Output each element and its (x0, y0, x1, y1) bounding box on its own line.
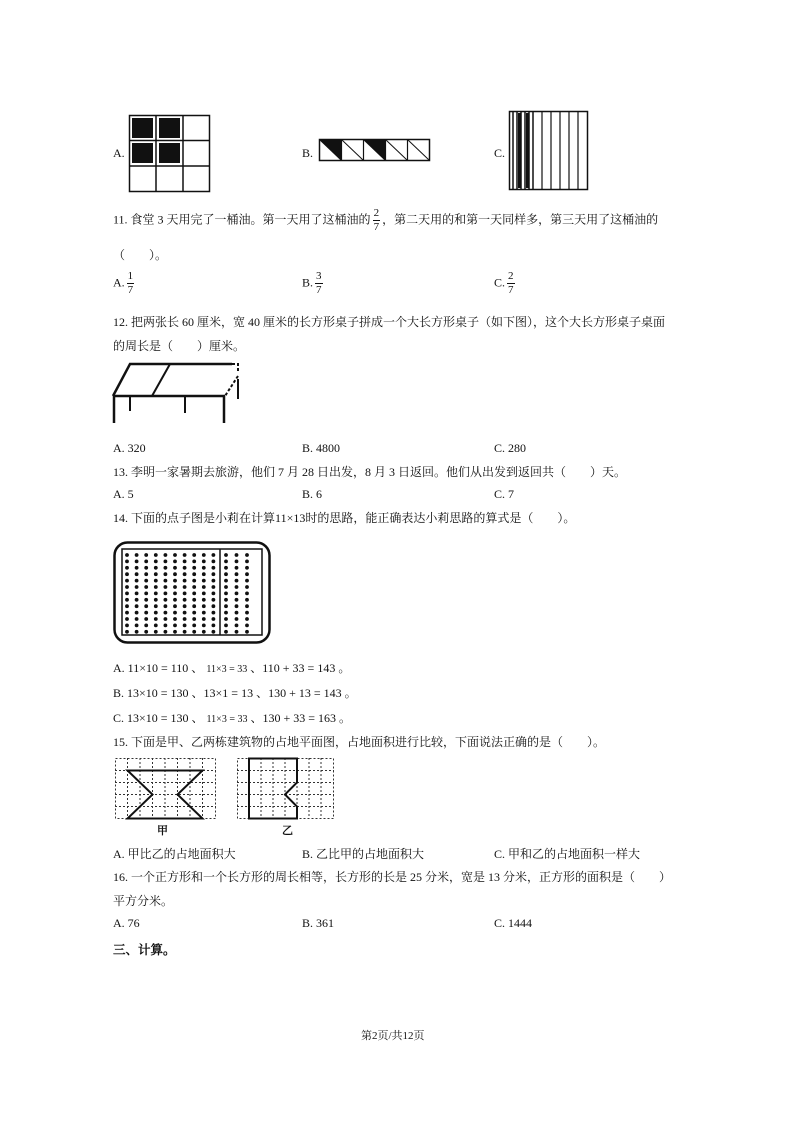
q13-stem: 13. 李明一家暑期去旅游，他们 7 月 28 日出发，8 月 3 日返回。他们从出发到返回共（ ）天。 (113, 465, 627, 479)
dot (183, 592, 187, 596)
q13-option-b[interactable]: B. 6 (302, 487, 323, 501)
dot (183, 617, 187, 621)
q11-option-a-denominator: 7 (127, 284, 134, 296)
dot (144, 579, 148, 583)
dot (192, 617, 196, 621)
dot (245, 598, 249, 602)
dot (154, 624, 158, 628)
section-3-heading: 三、计算。 (113, 942, 176, 957)
q10-option-b-label: B. (302, 146, 314, 160)
dot (202, 560, 206, 564)
dot (202, 592, 206, 596)
q11-option-a[interactable] (113, 271, 136, 296)
q11-option-c[interactable] (494, 271, 517, 296)
dot (125, 553, 129, 557)
dot (212, 604, 216, 608)
dot (192, 566, 196, 570)
dot (192, 572, 196, 576)
q16-stem-line1: 16. 一个正方形和一个长方形的周长相等，长方形的长是 25 分米，宽是 13 分米，正方形的面积是（ ） (113, 870, 672, 884)
q15-building-yi-figure (237, 758, 335, 824)
dot (144, 585, 148, 589)
dot (144, 604, 148, 608)
q10-option-a-figure (129, 115, 211, 192)
q11-stem-text-2: ，第二天用的和第一天同样多，第三天用了这桶油的 (382, 212, 659, 227)
dot (183, 604, 187, 608)
q14-dot-array-figure (113, 541, 271, 644)
dot (135, 617, 139, 621)
q14-option-a-text-3: 、110 + 33 = 143 。 (250, 661, 351, 675)
dot (173, 630, 177, 634)
q11-option-b-fraction (315, 271, 323, 296)
page-footer: 第2页/共12页 (361, 1030, 425, 1042)
q11-option-b-numerator: 3 (316, 270, 322, 282)
dot (235, 585, 239, 589)
q11-option-c-fraction (507, 271, 515, 296)
dot (235, 604, 239, 608)
dot (164, 579, 168, 583)
dot (212, 579, 216, 583)
dot (192, 604, 196, 608)
q12-stem-line2: 的周长是（ ）厘米。 (113, 339, 246, 353)
q14-stem-text-2: 时的思路，能正确表达小莉思路的算式是（ ）。 (305, 511, 576, 525)
dot (183, 560, 187, 564)
dot (224, 553, 228, 557)
q15-option-b[interactable]: B. 乙比甲的占地面积大 (302, 847, 425, 861)
dot (245, 579, 249, 583)
dot (183, 598, 187, 602)
q14-stem-text-1: 14. 下面的点子图是小莉在计算 (113, 511, 276, 525)
dot (235, 598, 239, 602)
dot (173, 604, 177, 608)
dot (183, 611, 187, 615)
dot (245, 630, 249, 634)
dot (154, 560, 158, 564)
dot (245, 585, 249, 589)
dot (192, 553, 196, 557)
dot (212, 624, 216, 628)
dot (192, 598, 196, 602)
dot (245, 592, 249, 596)
dot (144, 611, 148, 615)
dot (202, 598, 206, 602)
dot (144, 572, 148, 576)
dot (192, 560, 196, 564)
dot (154, 617, 158, 621)
dot (164, 585, 168, 589)
q14-option-c[interactable] (113, 709, 351, 726)
q14-option-c-text-2: 11×3 = 33 (206, 714, 248, 725)
dot (202, 604, 206, 608)
dot (245, 553, 249, 557)
dot (192, 630, 196, 634)
q14-option-a[interactable] (113, 659, 350, 676)
dot (164, 630, 168, 634)
q13-option-c[interactable]: C. 7 (494, 487, 515, 501)
dot (164, 604, 168, 608)
q10-option-c-figure (509, 111, 589, 191)
dot (192, 624, 196, 628)
q15-building-jia-figure (115, 758, 217, 824)
q16-option-a[interactable]: A. 76 (113, 916, 140, 930)
dot (173, 560, 177, 564)
dot (125, 624, 129, 628)
dot (164, 553, 168, 557)
q10-option-a-label: A. (113, 146, 125, 160)
dot (224, 566, 228, 570)
dot (164, 566, 168, 570)
dot (212, 598, 216, 602)
q12-table-figure (110, 361, 242, 425)
dot (164, 611, 168, 615)
dot (183, 572, 187, 576)
q15-option-a[interactable]: A. 甲比乙的占地面积大 (113, 847, 236, 861)
dot (202, 611, 206, 615)
dot (173, 553, 177, 557)
dot (135, 630, 139, 634)
q11-option-b-denominator: 7 (316, 284, 322, 296)
dot (212, 592, 216, 596)
dot (245, 572, 249, 576)
dot (125, 598, 129, 602)
dot (183, 579, 187, 583)
dot (135, 611, 139, 615)
dot (154, 611, 158, 615)
q11-stem-line2: （ ）。 (113, 248, 168, 262)
dot (144, 617, 148, 621)
q16-option-b[interactable]: B. 361 (302, 916, 335, 930)
dot (125, 585, 129, 589)
dot (224, 572, 228, 576)
dot (135, 604, 139, 608)
dot (202, 566, 206, 570)
dot (224, 604, 228, 608)
dot (125, 592, 129, 596)
q11-option-c-label: C. (494, 275, 506, 290)
q12-option-a[interactable]: A. 320 (113, 441, 146, 455)
dot (224, 630, 228, 634)
dot (125, 617, 129, 621)
dot (235, 566, 239, 570)
dot (245, 604, 249, 608)
dot (212, 566, 216, 570)
dot (135, 579, 139, 583)
dot (212, 611, 216, 615)
dot (212, 630, 216, 634)
dot (125, 572, 129, 576)
dot (235, 617, 239, 621)
q11-option-c-denominator: 7 (508, 284, 514, 296)
dot (235, 630, 239, 634)
q10-option-b-figure (319, 139, 431, 163)
dot (224, 611, 228, 615)
dot (125, 566, 129, 570)
dot (235, 592, 239, 596)
dot (202, 572, 206, 576)
q12-option-b[interactable]: B. 4800 (302, 441, 341, 455)
dot (173, 579, 177, 583)
q15-stem: 15. 下面是甲、乙两栋建筑物的占地平面图，占地面积进行比较，下面说法正确的是（ ）。 (113, 735, 606, 749)
dot (245, 560, 249, 564)
dot (192, 579, 196, 583)
dot (173, 566, 177, 570)
dot (144, 553, 148, 557)
dot (144, 560, 148, 564)
dot (245, 566, 249, 570)
dot (135, 585, 139, 589)
dot (125, 560, 129, 564)
dot (144, 592, 148, 596)
q11-fraction-denominator: 7 (373, 221, 380, 233)
dot (212, 553, 216, 557)
dot (135, 572, 139, 576)
dot (164, 592, 168, 596)
dot (235, 624, 239, 628)
dot (164, 560, 168, 564)
dot (154, 592, 158, 596)
dot (202, 585, 206, 589)
dot (173, 624, 177, 628)
q12-option-c[interactable]: C. 280 (494, 441, 527, 455)
q14-option-a-text-1: A. 11×10 = 110 、 (113, 661, 204, 675)
q10-option-c-label: C. (494, 146, 506, 160)
dot (173, 611, 177, 615)
dot (154, 553, 158, 557)
dot (192, 592, 196, 596)
q11-option-c-numerator: 2 (508, 270, 514, 282)
dot (235, 572, 239, 576)
dot (202, 553, 206, 557)
dot (183, 566, 187, 570)
q11-option-a-label: A. (113, 275, 125, 290)
dot (183, 630, 187, 634)
q11-fraction (373, 208, 381, 233)
q12-stem-line1: 12. 把两张长 60 厘米，宽 40 厘米的长方形桌子拼成一个大长方形桌子（如下图），这个大长方形桌子桌面 (113, 315, 666, 329)
dot (245, 617, 249, 621)
dot (202, 630, 206, 634)
dot (224, 560, 228, 564)
q13-option-a[interactable]: A. 5 (113, 487, 134, 501)
dot (173, 598, 177, 602)
q14-option-c-text-3: 、130 + 33 = 163 。 (250, 711, 352, 725)
dot (164, 624, 168, 628)
dot (192, 585, 196, 589)
q15-option-c[interactable]: C. 甲和乙的占地面积一样大 (494, 847, 641, 861)
dot (235, 579, 239, 583)
dot (164, 572, 168, 576)
dot (125, 630, 129, 634)
dot (224, 592, 228, 596)
q14-stem (113, 509, 575, 526)
dot (154, 579, 158, 583)
dot (144, 598, 148, 602)
dot (224, 579, 228, 583)
q11-stem-line1 (113, 208, 658, 233)
dot (135, 624, 139, 628)
dot (235, 560, 239, 564)
dot (125, 579, 129, 583)
q11-option-a-fraction (127, 271, 135, 296)
q11-option-a-numerator: 1 (127, 270, 134, 282)
dot (164, 598, 168, 602)
dot (144, 624, 148, 628)
dot (245, 611, 249, 615)
q11-option-b-label: B. (302, 275, 314, 290)
dot (183, 585, 187, 589)
dot (135, 560, 139, 564)
dot (154, 566, 158, 570)
dot (202, 579, 206, 583)
dot (154, 604, 158, 608)
dot (212, 617, 216, 621)
dot (212, 572, 216, 576)
q11-fraction-numerator: 2 (373, 207, 380, 219)
dot (224, 585, 228, 589)
dot (245, 624, 249, 628)
dot (125, 604, 129, 608)
q15-label-jia: 甲 (157, 824, 168, 837)
q16-option-c[interactable]: C. 1444 (494, 916, 533, 930)
q16-stem-line2: 平方分米。 (113, 894, 174, 908)
dot (212, 560, 216, 564)
dot (154, 572, 158, 576)
q15-label-yi: 乙 (282, 824, 293, 837)
q14-option-a-text-2: 11×3 = 33 (206, 664, 248, 675)
dot (144, 630, 148, 634)
dot (135, 592, 139, 596)
dot (173, 572, 177, 576)
dot (154, 585, 158, 589)
dot (202, 617, 206, 621)
dot (154, 630, 158, 634)
q11-option-b[interactable] (302, 271, 325, 296)
dot (192, 611, 196, 615)
dot (154, 598, 158, 602)
dot (135, 553, 139, 557)
q14-option-b[interactable]: B. 13×10 = 130 、13×1 = 13 、130 + 13 = 143 。 (113, 686, 357, 700)
dot (212, 585, 216, 589)
dot (183, 624, 187, 628)
dot (224, 598, 228, 602)
dot (173, 585, 177, 589)
dot (202, 624, 206, 628)
dot (164, 617, 168, 621)
dot (224, 617, 228, 621)
dot (135, 566, 139, 570)
dot (144, 566, 148, 570)
q14-option-c-text-1: C. 13×10 = 130 、 (113, 711, 204, 725)
dot (235, 611, 239, 615)
q11-stem-text-1: 11. 食堂 3 天用完了一桶油。第一天用了这桶油的 (113, 212, 371, 227)
dot (224, 624, 228, 628)
dot (173, 617, 177, 621)
dot (125, 611, 129, 615)
dot (235, 553, 239, 557)
q14-stem-expression: 11×13 (275, 511, 306, 525)
dot (173, 592, 177, 596)
dot (135, 598, 139, 602)
dot (183, 553, 187, 557)
